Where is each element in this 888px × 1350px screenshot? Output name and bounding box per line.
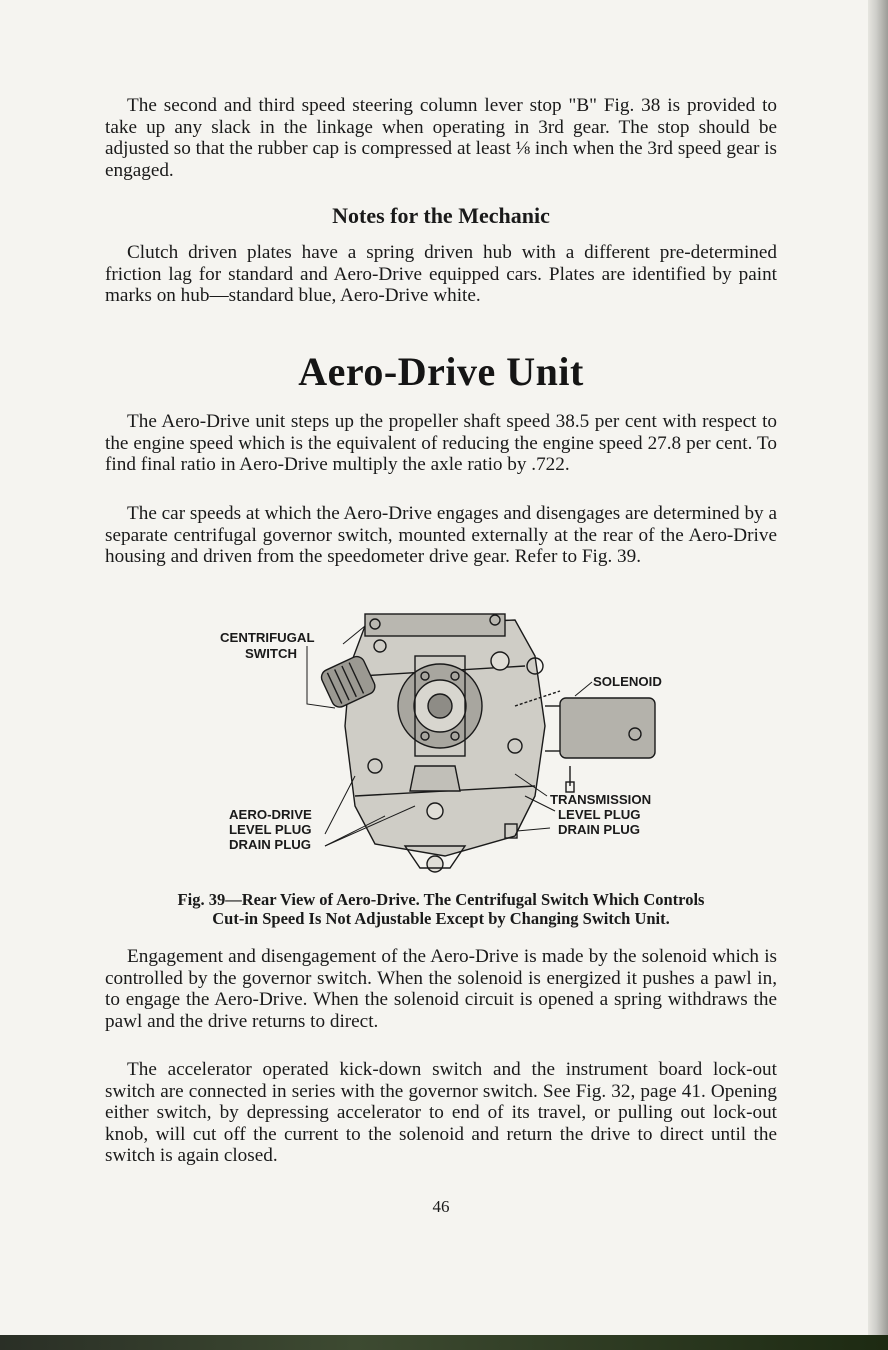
section-heading: Aero-Drive Unit	[298, 349, 584, 394]
caption-line-1: Fig. 39—Rear View of Aero-Drive. The Centrifugal Switch Which Controls	[177, 890, 705, 909]
label-aero-drain-plug: DRAIN PLUG	[229, 837, 312, 852]
paragraph-aero-drive-ratio: The Aero-Drive unit steps up the propeller shaft speed 38.5 per cent with respect to the engine speed which is the equivalent of reducing the engine speed 27.8 per cent. To find final ratio in Aero-Drive multiply the axle ratio by .722.	[105, 411, 777, 476]
label-centrifugal-switch: CENTRIFUGAL	[220, 630, 315, 645]
figure-aero-drive	[215, 606, 675, 886]
notes-heading: Notes for the Mechanic	[332, 203, 550, 228]
figure-caption	[105, 890, 777, 928]
label-transmission: TRANSMISSION	[550, 792, 652, 807]
paragraph-engagement: Engagement and disengagement of the Aero-Drive is made by the solenoid which is controlled by the governor switch. When the solenoid is energized it pushes a pawl in, to engage the Aero-Drive. When the solenoid circuit is opened a spring withdraws the pawl and the drive returns to direct.	[105, 946, 777, 1032]
paragraph-kick-down-switch: The accelerator operated kick-down switch and the instrument board lock-out switch are connected in series with the governor switch. See Fig. 32, page 41. Opening either switch, by depressing accelerator to end of its travel, or pulling out lock-out knob, will cut off the current to the solenoid and return the drive to direct until the switch is again closed.	[105, 1059, 777, 1167]
label-trans-drain-plug: DRAIN PLUG	[558, 822, 641, 837]
page-number: 46	[432, 1197, 450, 1216]
label-aero-drive: AERO-DRIVE	[229, 807, 312, 822]
book-cover-strip	[0, 1335, 888, 1350]
page-edge-shadow	[868, 0, 888, 1350]
label-solenoid: SOLENOID	[593, 674, 662, 689]
paragraph-governor-switch: The car speeds at which the Aero-Drive engages and disengages are determined by a separate centrifugal governor switch, mounted externally at the rear of the Aero-Drive housing and driven from the speedometer drive gear. Refer to Fig. 39.	[105, 503, 777, 568]
caption-line-2: Cut-in Speed Is Not Adjustable Except by Changing Switch Unit.	[212, 909, 670, 928]
paragraph-lever-stop: The second and third speed steering column lever stop "B" Fig. 38 is provided to take up any slack in the linkage when operating in 3rd gear. The stop should be adjusted so that the rubber cap is compressed at least ⅛ inch when the 3rd speed gear is engaged.	[105, 95, 777, 181]
paragraph-clutch-plates: Clutch driven plates have a spring driven hub with a different pre-determined friction lag for standard and Aero-Drive equipped cars. Plates are identified by paint marks on hub—standard blue, Aero-Drive white.	[105, 242, 777, 307]
label-aero-level-plug: LEVEL PLUG	[229, 822, 312, 837]
label-trans-level-plug: LEVEL PLUG	[558, 807, 641, 822]
label-centrifugal-switch-line2: SWITCH	[245, 646, 298, 661]
